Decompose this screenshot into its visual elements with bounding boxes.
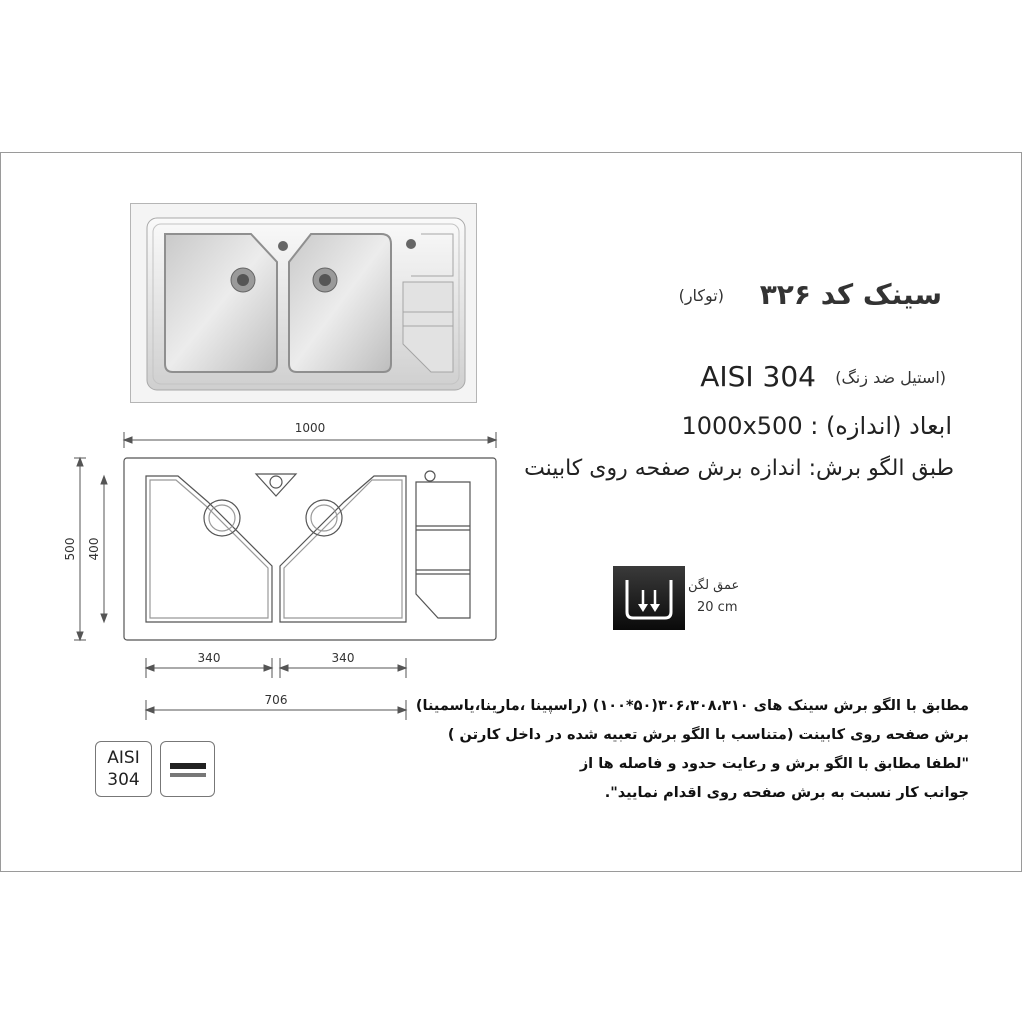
aisi-badge-line2: 304	[107, 770, 140, 790]
cut-template-text: طبق الگو برش: اندازه برش صفحه روی کابینت	[524, 456, 954, 481]
dim-overall-height: 500	[63, 537, 77, 561]
aisi-badge	[95, 741, 152, 797]
dim-bowl-left: 340	[197, 651, 221, 665]
depth-label: عمق لگن	[688, 578, 740, 593]
aisi-badge-line1: AISI	[107, 748, 140, 768]
depth-value: 20 cm	[697, 600, 738, 615]
material-grade: AISI 304	[700, 360, 816, 393]
product-title: سینک کد ۳۲۶	[759, 278, 942, 311]
dim-inner-height: 400	[87, 537, 101, 561]
note-line: "لطفا مطابق با الگو برش و رعایت حدود و فاصله ها از	[579, 756, 969, 772]
product-dimensions: 1000x500 : ابعاد (اندازه)	[681, 412, 952, 440]
dim-bowl-right: 340	[331, 651, 355, 665]
technical-drawing	[60, 418, 510, 732]
sheet-thickness-icon	[160, 741, 215, 797]
note-line: برش صفحه روی کابینت (متناسب با الگو برش تعبیه شده در داخل کارتن )	[447, 727, 969, 743]
dim-overall-width: 1000	[294, 421, 326, 435]
sink-photo	[130, 203, 477, 403]
note-line: جوانب کار نسبت به برش صفحه روی اقدام نمایید".	[604, 785, 969, 801]
basin-depth-icon	[613, 566, 685, 630]
installation-notes	[416, 692, 969, 808]
note-line: مطابق با الگو برش سینک های ۳۰۶،۳۰۸،۳۱۰(۵۰*۱۰۰) (راسپینا ،مارینا،یاسمینا)	[415, 698, 969, 714]
product-type-note: (توکار)	[678, 286, 724, 305]
dim-bowls-total: 706	[264, 693, 288, 707]
material-note: (استیل ضد زنگ)	[835, 368, 946, 387]
